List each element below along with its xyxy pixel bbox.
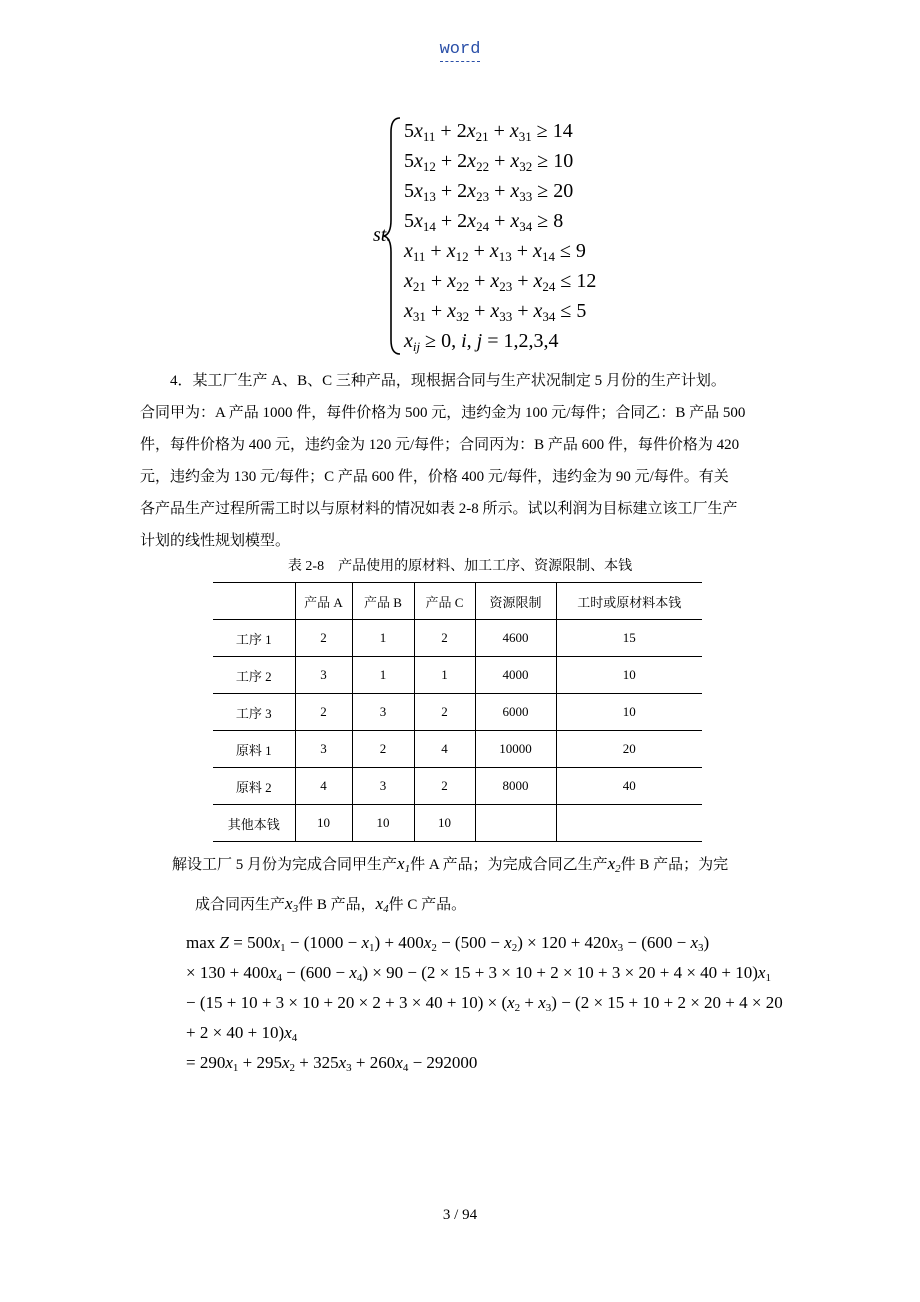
- page-header: [0, 40, 920, 59]
- table-cell: 15: [556, 620, 702, 657]
- table-cell: 2: [295, 694, 352, 731]
- objective-line: + $2 \times 40 + 10)x_4$: [186, 1023, 298, 1044]
- table-row: [213, 731, 702, 768]
- table-cell: 3: [352, 768, 414, 805]
- table-cell: 2: [352, 731, 414, 768]
- table-cell: 2: [414, 694, 475, 731]
- table-cell: 2: [414, 768, 475, 805]
- table-cell: 2: [295, 620, 352, 657]
- objective-line: − $(15 + 10 + 3 \times 10 + 20 \times 2 + 3 \times 40 + 10) \times (x_2 + x_3) - (2 \times 15 + 10 + 2 \times 20 + 4 \times 20$: [186, 993, 783, 1014]
- constraint-line: $5x_{11} + 2x_{21} + x_{31} \ge 14$: [404, 120, 573, 144]
- problem-line: 4．某工厂生产 A、B、C 三种产品，现根据合同与生产状况制定 5 月份的生产计划。: [170, 373, 726, 389]
- table-cell: 3: [295, 731, 352, 768]
- table-row: [213, 657, 702, 694]
- resource-table: [213, 582, 702, 842]
- solution-line-2: 成合同丙生产$x_3$件 B 产品，$x_4$件 C 产品。: [195, 894, 467, 915]
- table-caption: 表 2-8 产品使用的原材料、加工工序、资源限制、本钱: [287, 559, 633, 574]
- table-cell: 2: [414, 620, 475, 657]
- table-cell: [556, 805, 702, 842]
- table-cell: 1: [352, 657, 414, 694]
- table-cell: 其他本钱: [213, 805, 295, 842]
- constraint-system: [404, 116, 596, 356]
- constraint-line: $x_{ij} \ge 0$, i, j = 1,2,3,4: [404, 330, 559, 354]
- table-cell: 工序 3: [213, 694, 295, 731]
- var-x4: $x_4$: [375, 894, 389, 915]
- table-cell: 10: [556, 657, 702, 694]
- var-x2: $x_2$: [607, 854, 621, 875]
- table-cell: 4000: [475, 657, 556, 694]
- objective-line: $\max Z = 500x_1 - (1000 - x_1) + 400x_2 - (500 - x_2) \times 120 + 420x_3 - (600 - x_3)$: [186, 933, 710, 954]
- constraint-line: $x_{11} + x_{12} + x_{13} + x_{14} \le 9$: [404, 240, 586, 264]
- objective-line: = $290x_1 + 295x_2 + 325x_3 + 260x_4 - 292000$: [186, 1053, 478, 1074]
- constraint-line: $5x_{13} + 2x_{23} + x_{33} \ge 20$: [404, 180, 574, 204]
- objective-line: × $130 + 400x_4 - (600 - x_4) \times 90 - (2 \times 15 + 3 \times 10 + 2 \times 10 + 3 \times 20 + 4 \times 40 + 10)x_1$: [186, 963, 771, 984]
- table-cell: 20: [556, 731, 702, 768]
- table-cell: 10: [556, 694, 702, 731]
- table-cell: 40: [556, 768, 702, 805]
- problem-line: 元，违约金为 130 元/每件；C 产品 600 件，价格 400 元/每件，违约金为 90 元/每件。有关: [140, 469, 729, 485]
- table-cell: 3: [352, 694, 414, 731]
- table-cell: 3: [295, 657, 352, 694]
- table-header-cell: 工时或原材料本钱: [556, 583, 702, 620]
- table-cell: 1: [414, 657, 475, 694]
- table-cell: 原料 1: [213, 731, 295, 768]
- problem-line: 合同甲为：A 产品 1000 件，每件价格为 500 元，违约金为 100 元/每件；合同乙：B 产品 500: [140, 405, 746, 421]
- table-row: [213, 805, 702, 842]
- table-cell: 原料 2: [213, 768, 295, 805]
- table-cell: [475, 805, 556, 842]
- table-cell: 10: [352, 805, 414, 842]
- table-header-cell: 资源限制: [475, 583, 556, 620]
- table-row: [213, 694, 702, 731]
- page-number: 3 / 94: [442, 1207, 478, 1223]
- problem-line: 件，每件价格为 400 元，违约金为 120 元/每件；合同丙为：B 产品 600 件，每件价格为 420: [140, 437, 740, 453]
- table-cell: 6000: [475, 694, 556, 731]
- objective-function: [186, 928, 783, 1078]
- table-cell: 4: [414, 731, 475, 768]
- table-cell: 4: [295, 768, 352, 805]
- constraint-label: st.: [373, 224, 392, 246]
- table-cell: 10: [414, 805, 475, 842]
- constraint-line: $x_{31} + x_{32} + x_{33} + x_{34} \le 5$: [404, 300, 587, 324]
- table-cell: 10000: [475, 731, 556, 768]
- table-header-cell: 产品 C: [414, 583, 475, 620]
- table-row: [213, 768, 702, 805]
- header-word-link[interactable]: word: [440, 40, 481, 62]
- table-cell: 工序 2: [213, 657, 295, 694]
- table-row: [213, 620, 702, 657]
- table-cell: 8000: [475, 768, 556, 805]
- constraint-line: $5x_{12} + 2x_{22} + x_{32} \ge 10$: [404, 150, 574, 174]
- table-header-cell: 产品 A: [295, 583, 352, 620]
- left-brace-icon: [383, 116, 403, 356]
- table-header-cell: 产品 B: [352, 583, 414, 620]
- table-cell: 10: [295, 805, 352, 842]
- table-cell: 工序 1: [213, 620, 295, 657]
- var-x1: $x_1$: [397, 854, 411, 875]
- constraint-line: $5x_{14} + 2x_{24} + x_{34} \ge 8$: [404, 210, 564, 234]
- table-header-row: [213, 583, 702, 620]
- table-header-cell: [213, 583, 295, 620]
- constraint-line: $x_{21} + x_{22} + x_{23} + x_{24} \le 12$: [404, 270, 597, 294]
- var-x3: $x_3$: [285, 894, 299, 915]
- table-cell: 1: [352, 620, 414, 657]
- table-cell: 4600: [475, 620, 556, 657]
- problem-line: 各产品生产过程所需工时以与原材料的情况如表 2-8 所示。试以利润为目标建立该工厂生产: [140, 501, 738, 517]
- problem-statement: [140, 365, 780, 557]
- solution-line-1: 解设工厂 5 月份为完成合同甲生产$x_1$件 A 产品；为完成合同乙生产$x_2$件 B 产品；为完: [172, 854, 729, 875]
- problem-line: 计划的线性规划模型。: [140, 533, 291, 549]
